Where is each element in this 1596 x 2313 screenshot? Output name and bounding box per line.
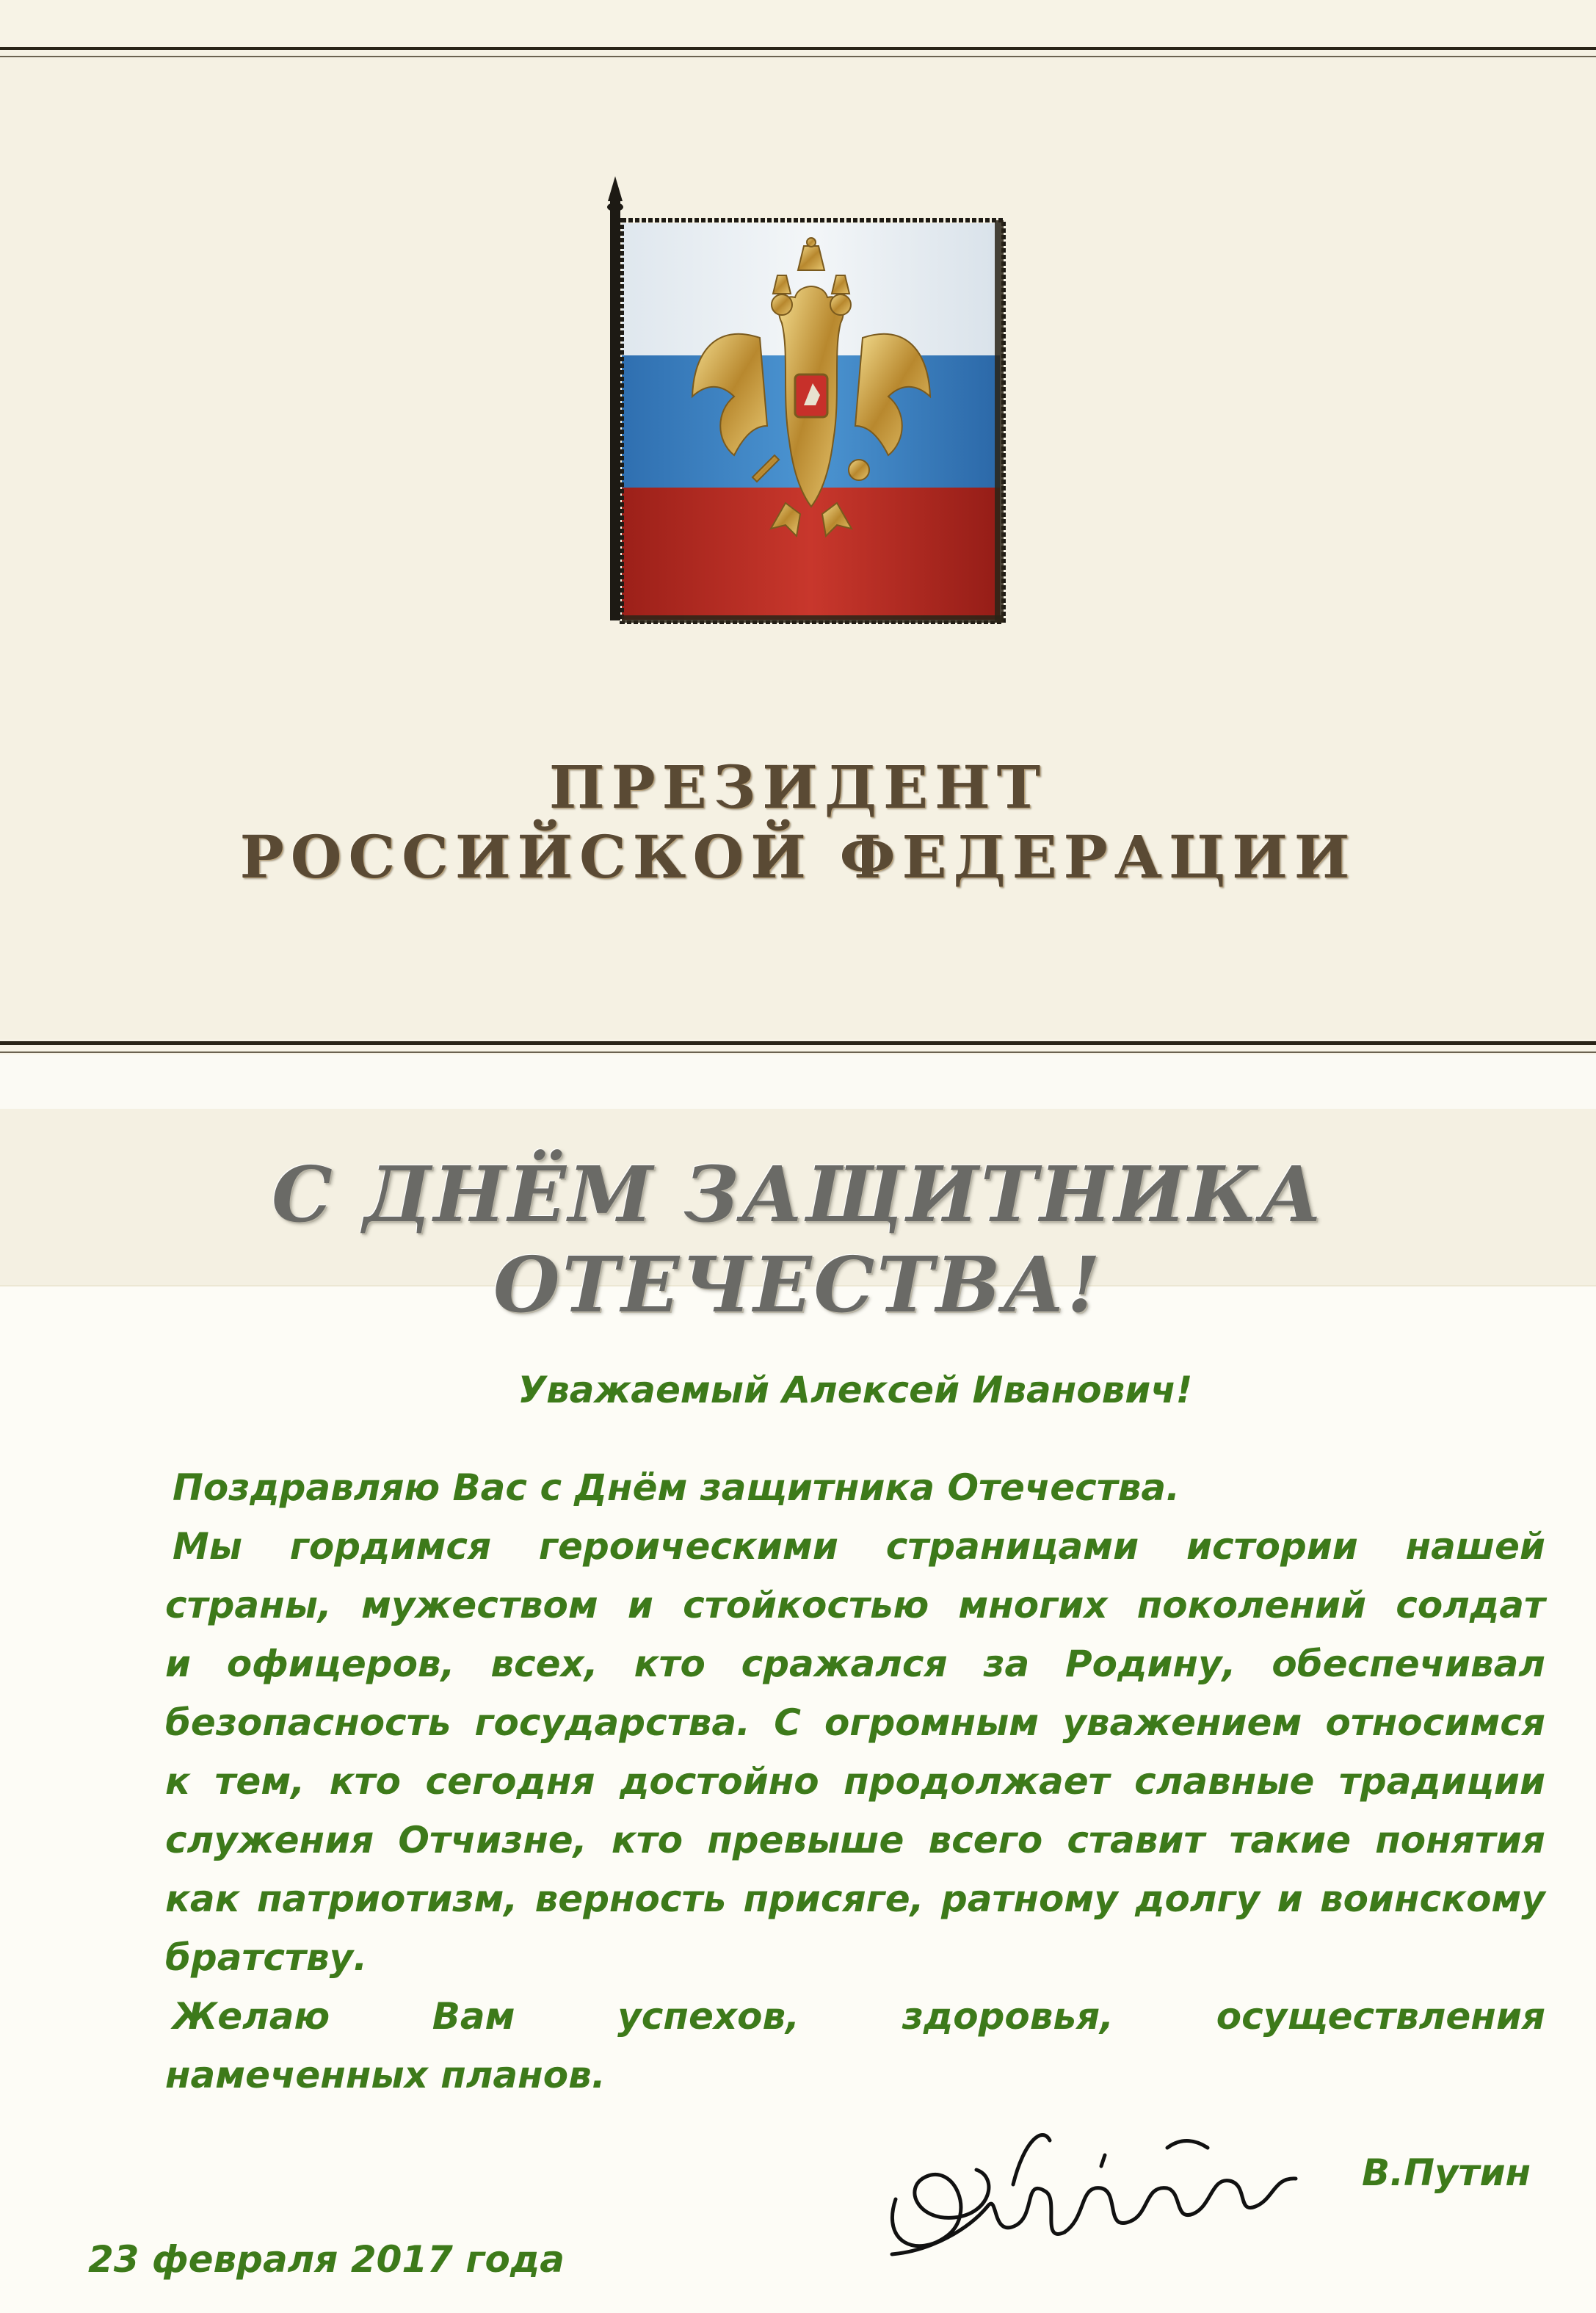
text-word: мужеством bbox=[361, 1584, 598, 1626]
top-rule bbox=[0, 47, 1596, 50]
title-russian-federation: РОССИЙСКОЙ ФЕДЕРАЦИИ bbox=[239, 822, 1357, 891]
text-word: сражался bbox=[741, 1643, 948, 1685]
letter-date: 23 февраля 2017 года bbox=[88, 2238, 565, 2281]
text-word: огромным bbox=[824, 1701, 1040, 1744]
text-word: безопасность bbox=[165, 1701, 451, 1744]
text-word: осуществления bbox=[1216, 1995, 1545, 2038]
text-line bbox=[165, 1987, 1545, 2046]
text-word: долгу bbox=[1135, 1878, 1261, 1920]
text-word: страницами bbox=[885, 1525, 1139, 1568]
text-word: к bbox=[165, 1760, 190, 1803]
text-word: и bbox=[627, 1584, 653, 1626]
paragraph-1-text: Поздравляю Вас с Днём защитника Отечества. bbox=[173, 1466, 1180, 1509]
text-word: героическими bbox=[538, 1525, 838, 1568]
text-word: ратному bbox=[940, 1878, 1118, 1920]
text-word: многих bbox=[958, 1584, 1108, 1626]
text-word: служения bbox=[165, 1819, 374, 1861]
signer-name: В.Путин bbox=[1362, 2151, 1531, 2194]
text-line bbox=[165, 1693, 1545, 1752]
text-word: тем, bbox=[214, 1760, 305, 1803]
top-rule-thin bbox=[0, 56, 1596, 57]
text-word: всех, bbox=[490, 1643, 598, 1685]
text-word: такие bbox=[1229, 1819, 1352, 1861]
text-word: уважением bbox=[1062, 1701, 1302, 1744]
text-word: Вам bbox=[432, 1995, 515, 2038]
text-word: стойкостью bbox=[683, 1584, 929, 1626]
text-word: как bbox=[165, 1878, 240, 1920]
paragraph-3 bbox=[165, 1987, 1545, 2104]
text-word: традиции bbox=[1338, 1760, 1545, 1803]
text-word: верность bbox=[534, 1878, 727, 1920]
text-line-last: братству. bbox=[165, 1936, 368, 1979]
text-word: государства. bbox=[474, 1701, 751, 1744]
text-word: и bbox=[165, 1643, 192, 1685]
text-word: превыше bbox=[707, 1819, 904, 1861]
text-word: Желаю bbox=[173, 1995, 330, 2038]
text-word: сегодня bbox=[425, 1760, 595, 1803]
text-word: достойно bbox=[620, 1760, 819, 1803]
text-word: нашей bbox=[1405, 1525, 1545, 1568]
text-line bbox=[165, 1869, 1545, 1928]
text-word: за bbox=[983, 1643, 1030, 1685]
text-word: страны, bbox=[165, 1584, 332, 1626]
text-word: воинскому bbox=[1319, 1878, 1545, 1920]
text-word: истории bbox=[1186, 1525, 1358, 1568]
text-word: Отчизне, bbox=[398, 1819, 587, 1861]
holiday-heading: С ДНЁМ ЗАЩИТНИКА ОТЕЧЕСТВА! bbox=[272, 1149, 1324, 1330]
text-word: кто bbox=[634, 1643, 705, 1685]
middle-rule bbox=[0, 1041, 1596, 1045]
salutation: Уважаемый Алексей Иванович! bbox=[518, 1369, 1193, 1411]
text-word: Мы bbox=[173, 1525, 242, 1568]
text-word: С bbox=[774, 1701, 801, 1744]
text-word: офицеров, bbox=[226, 1643, 455, 1685]
text-word: гордимся bbox=[289, 1525, 492, 1568]
text-line bbox=[165, 1517, 1545, 1576]
text-line bbox=[165, 1576, 1545, 1635]
text-word: солдат bbox=[1396, 1584, 1545, 1626]
text-word: поколений bbox=[1136, 1584, 1367, 1626]
middle-rule-thin bbox=[0, 1051, 1596, 1053]
text-word: успехов, bbox=[617, 1995, 800, 2038]
signature-image bbox=[866, 2096, 1321, 2273]
text-word: относимся bbox=[1325, 1701, 1545, 1744]
letter-body bbox=[165, 1362, 1545, 2104]
text-line bbox=[165, 1635, 1545, 1693]
text-word: кто bbox=[611, 1819, 683, 1861]
text-line bbox=[165, 1752, 1545, 1811]
paragraph-2 bbox=[165, 1517, 1545, 1987]
text-word: всего bbox=[928, 1819, 1043, 1861]
fold-strip bbox=[0, 1054, 1596, 1109]
title-president: ПРЕЗИДЕНТ bbox=[548, 753, 1048, 822]
text-word: продолжает bbox=[844, 1760, 1110, 1803]
presidential-standard-emblem bbox=[606, 176, 1017, 624]
text-word: патриотизм, bbox=[256, 1878, 518, 1920]
text-word: здоровья, bbox=[902, 1995, 1114, 2038]
text-word: обеспечивал bbox=[1272, 1643, 1545, 1685]
text-word: понятия bbox=[1375, 1819, 1545, 1861]
text-line-last: намеченных планов. bbox=[165, 2054, 606, 2096]
text-word: славные bbox=[1134, 1760, 1315, 1803]
text-word: и bbox=[1277, 1878, 1303, 1920]
text-word: присяге, bbox=[743, 1878, 924, 1920]
text-line bbox=[165, 1811, 1545, 1869]
text-word: кто bbox=[329, 1760, 401, 1803]
text-word: Родину, bbox=[1065, 1643, 1236, 1685]
text-word: ставит bbox=[1067, 1819, 1205, 1861]
paragraph-1 bbox=[165, 1458, 1545, 1517]
